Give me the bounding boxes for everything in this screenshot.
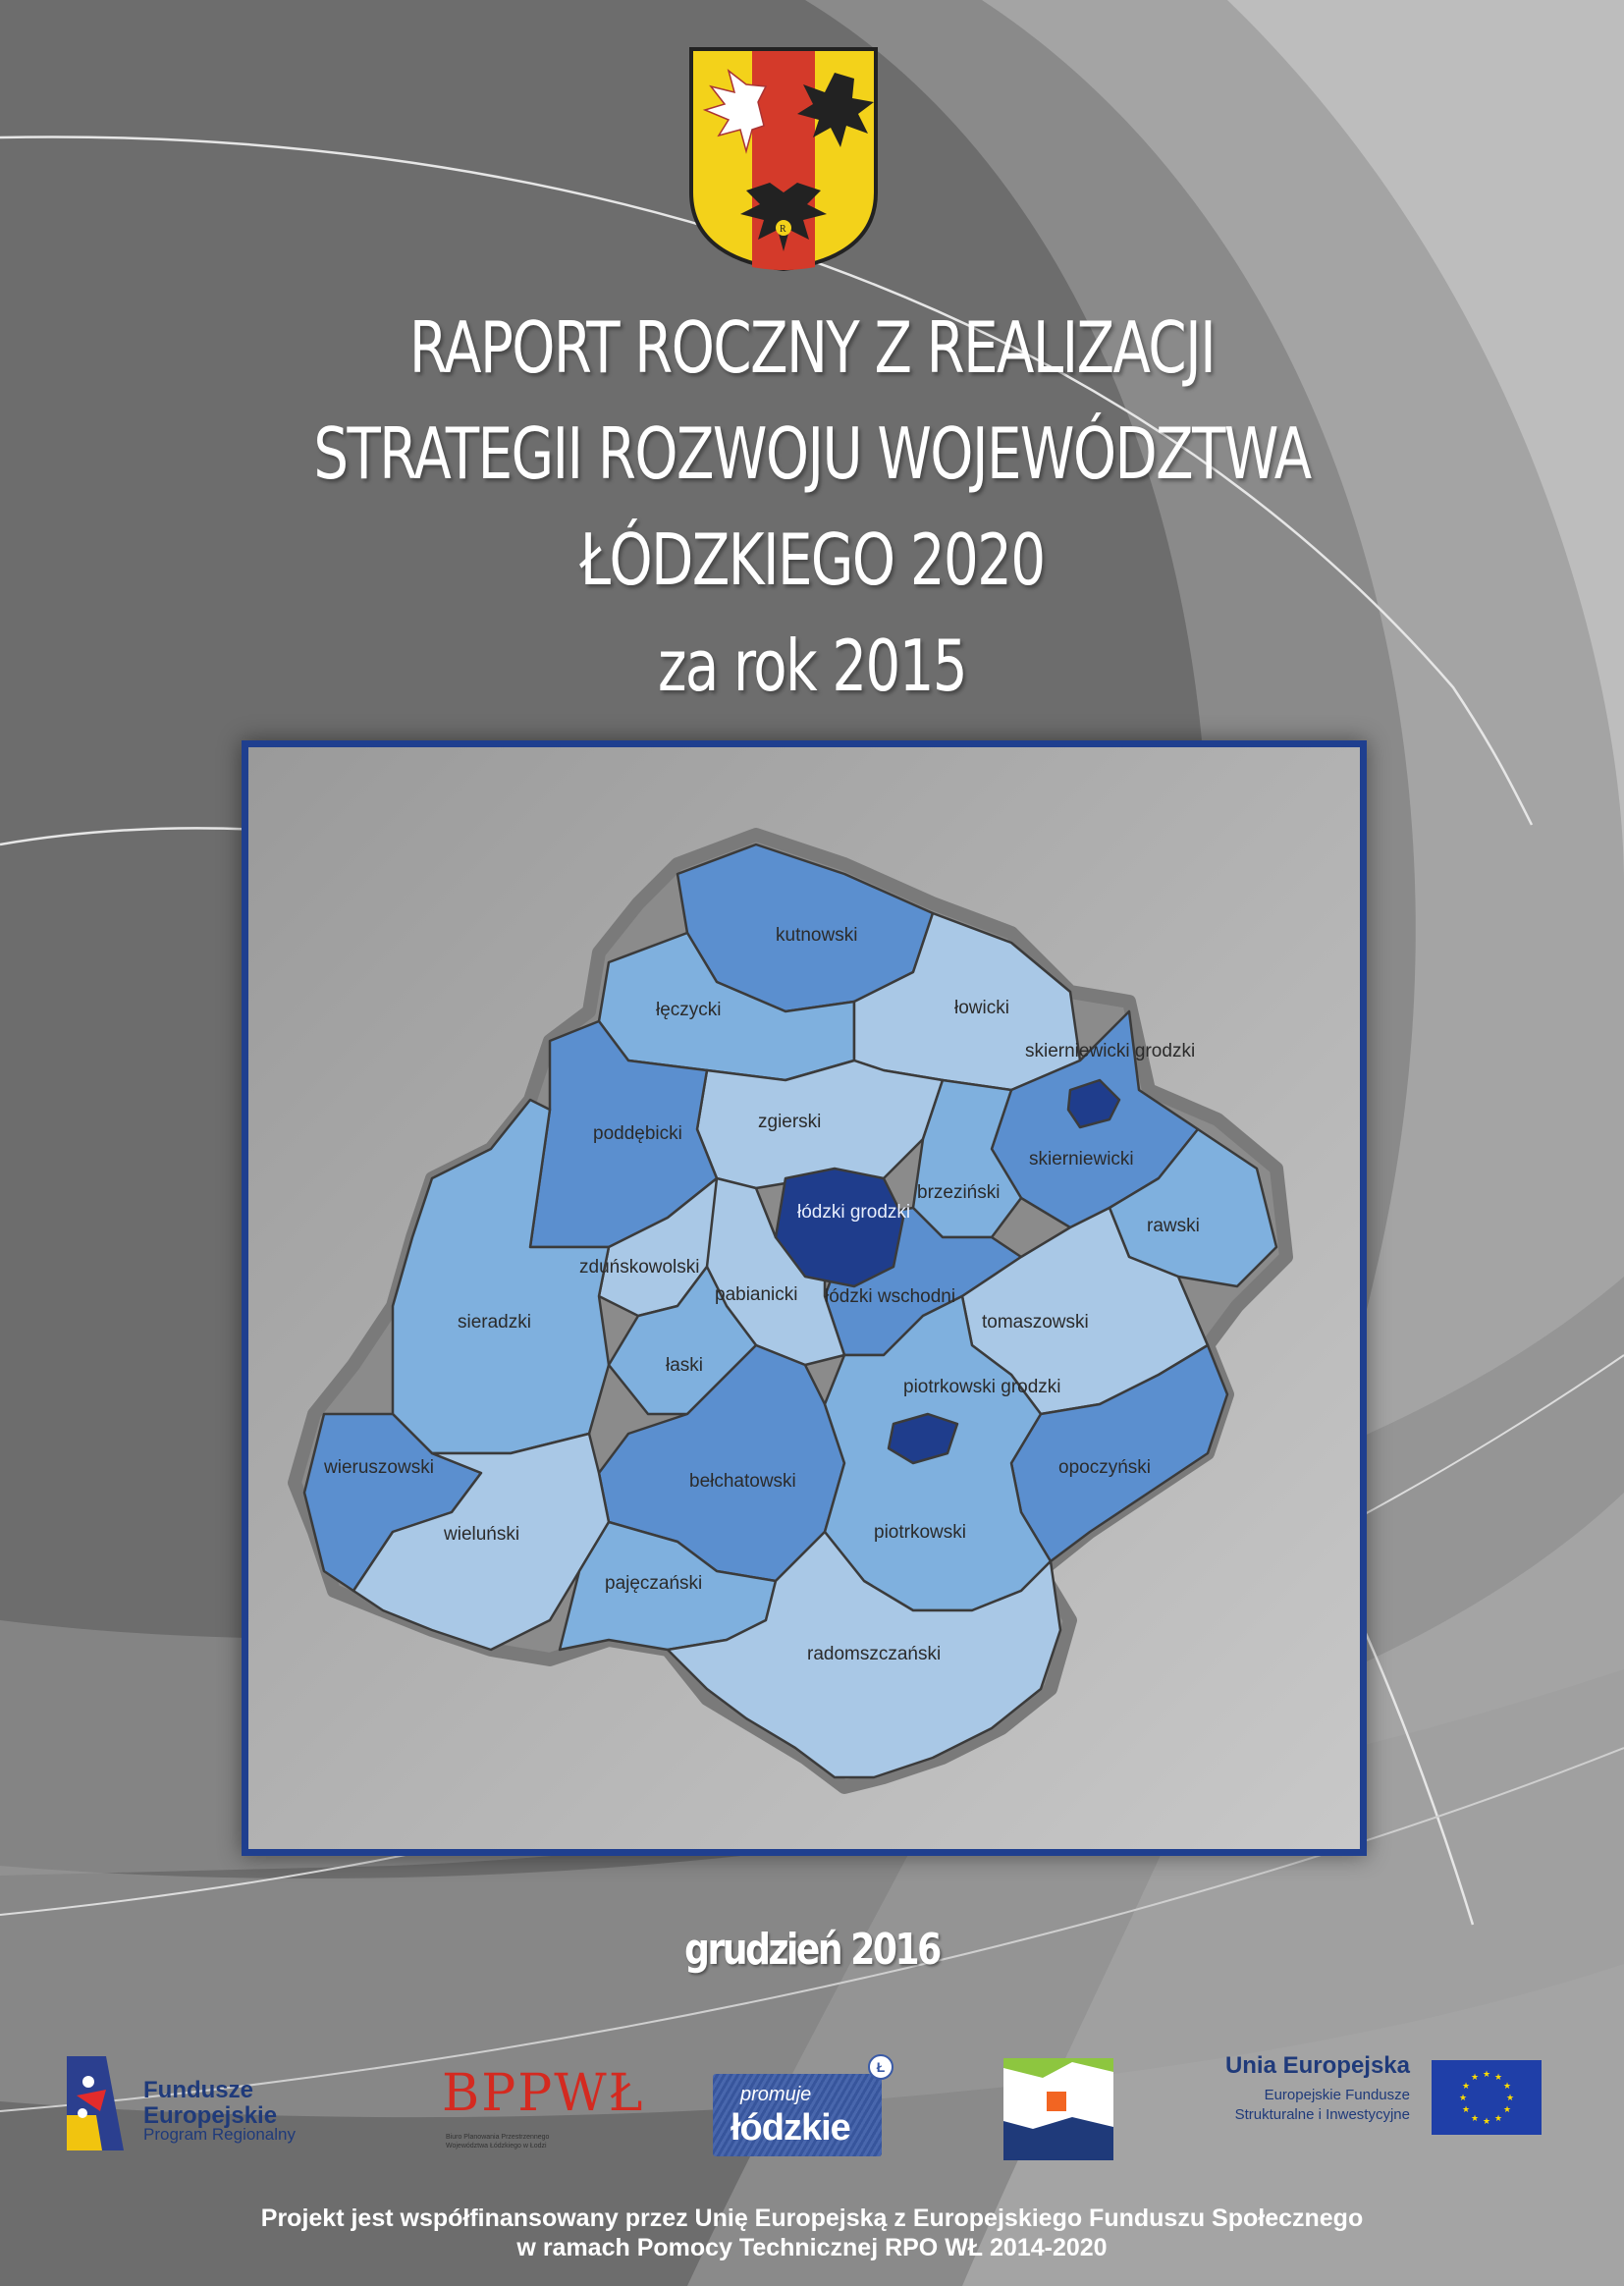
footer-line1: Projekt jest współfinansowany przez Unię Europejską z Europejskiego Funduszu Społecznego [260, 2204, 1364, 2232]
svg-text:★: ★ [1505, 2094, 1515, 2103]
ue-line3: Strukturalne i Inwestycyjne [1234, 2106, 1410, 2123]
title-line-4: za rok 2015 [657, 625, 967, 707]
fundusze-line2: Europejskie [143, 2102, 278, 2129]
svg-text:★: ★ [1461, 2082, 1471, 2092]
svg-text:★: ★ [1502, 2105, 1512, 2115]
unia-europejska-logo [1194, 2052, 1410, 2150]
map-label-wieruszowski: wieruszowski [324, 1457, 434, 1478]
map-label-poddebicki: poddębicki [593, 1123, 682, 1144]
fundusze-line1: Fundusze [143, 2077, 253, 2103]
map-label-opoczynski: opoczyński [1058, 1457, 1151, 1478]
svg-text:★: ★ [1493, 2114, 1503, 2124]
publication-date: grudzień 2016 [684, 1925, 940, 1975]
svg-text:★: ★ [1470, 2073, 1480, 2083]
title-line-2: STRATEGII ROZWOJU WOJEWÓDZTWA [313, 412, 1311, 495]
map-label-belchatowski: bełchatowski [689, 1471, 796, 1492]
promuje-line2: łódzkie [731, 2107, 850, 2149]
svg-text:★: ★ [1470, 2114, 1480, 2124]
ue-line1: Unia Europejska [1224, 2052, 1410, 2079]
map-label-skierniewicki: skierniewicki [1029, 1149, 1134, 1170]
bppwl-subtitle: Biuro Planowania Przestrzennego Województwa Łódzkiego w Łodzi [446, 2134, 550, 2150]
title-line-3: ŁÓDZKIEGO 2020 [579, 518, 1045, 601]
map-label-lodzki-wschodni: łódzki wschodni [825, 1286, 956, 1307]
document-title [179, 295, 1445, 719]
title-line-1: RAPORT ROCZNY Z REALIZACJI [408, 306, 1216, 389]
bppwl-logo [442, 2064, 645, 2152]
map-label-brzezinski: brzeziński [917, 1182, 1001, 1203]
logos-row [0, 2042, 1624, 2180]
voivodeship-map [242, 740, 1367, 1856]
map-label-kutnowski: kutnowski [776, 925, 858, 946]
map-label-zgierski: zgierski [758, 1112, 822, 1132]
map-label-tomaszowski: tomaszowski [982, 1312, 1089, 1333]
map-label-leczycki: łęczycki [656, 1000, 722, 1020]
map-label-laski: łaski [666, 1355, 704, 1376]
promuje-line1: promuje [740, 2084, 812, 2105]
svg-text:★: ★ [1458, 2094, 1468, 2103]
promuje-lodzkie-logo [713, 2054, 886, 2156]
map-label-rawski: rawski [1147, 1216, 1200, 1236]
map-label-pajeczanski: pajęczański [605, 1573, 703, 1594]
svg-text:R: R [780, 224, 786, 235]
map-label-lodzki-grodzki: łódzki grodzki [797, 1202, 911, 1223]
fundusze-flag-icon [67, 2056, 124, 2150]
map-label-wielunski: wieluński [444, 1524, 520, 1545]
map-label-skierniewicki-grodzki: skierniewicki grodzki [1025, 1041, 1196, 1061]
coat-of-arms-logo [687, 45, 880, 271]
footer-line2: w ramach Pomocy Technicznej RPO WŁ 2014-2020 [516, 2234, 1108, 2261]
svg-text:★: ★ [1461, 2105, 1471, 2115]
eu-flag-icon [1432, 2060, 1542, 2135]
fundusze-europejskie-logo [67, 2056, 322, 2154]
promuje-badge: Ł [868, 2054, 893, 2080]
map-label-radomszczanski: radomszczański [807, 1644, 942, 1664]
wojewodztwo-lodzkie-logo [1003, 2058, 1113, 2160]
fundusze-line3: Program Regionalny [143, 2125, 296, 2144]
map-label-lowicki: łowicki [954, 998, 1009, 1018]
svg-text:★: ★ [1482, 2117, 1491, 2127]
fundusze-text [143, 2078, 277, 2129]
ue-line2: Europejskie Fundusze [1264, 2087, 1410, 2103]
bppwl-text: BPPWŁ [442, 2064, 645, 2123]
map-label-pabianicki: pabianicki [715, 1284, 798, 1305]
ue-subtitle [1194, 2086, 1410, 2125]
svg-text:★: ★ [1502, 2082, 1512, 2092]
map-label-zdunskowolski: zduńskowolski [579, 1257, 700, 1278]
map-label-piotrkowski: piotrkowski [874, 1522, 966, 1543]
funding-footer [0, 2204, 1624, 2262]
svg-text:★: ★ [1493, 2073, 1503, 2083]
map-label-sieradzki: sieradzki [458, 1312, 531, 1333]
svg-text:★: ★ [1482, 2070, 1491, 2080]
map-label-piotrkowski-grodzki: piotrkowski grodzki [903, 1377, 1061, 1397]
